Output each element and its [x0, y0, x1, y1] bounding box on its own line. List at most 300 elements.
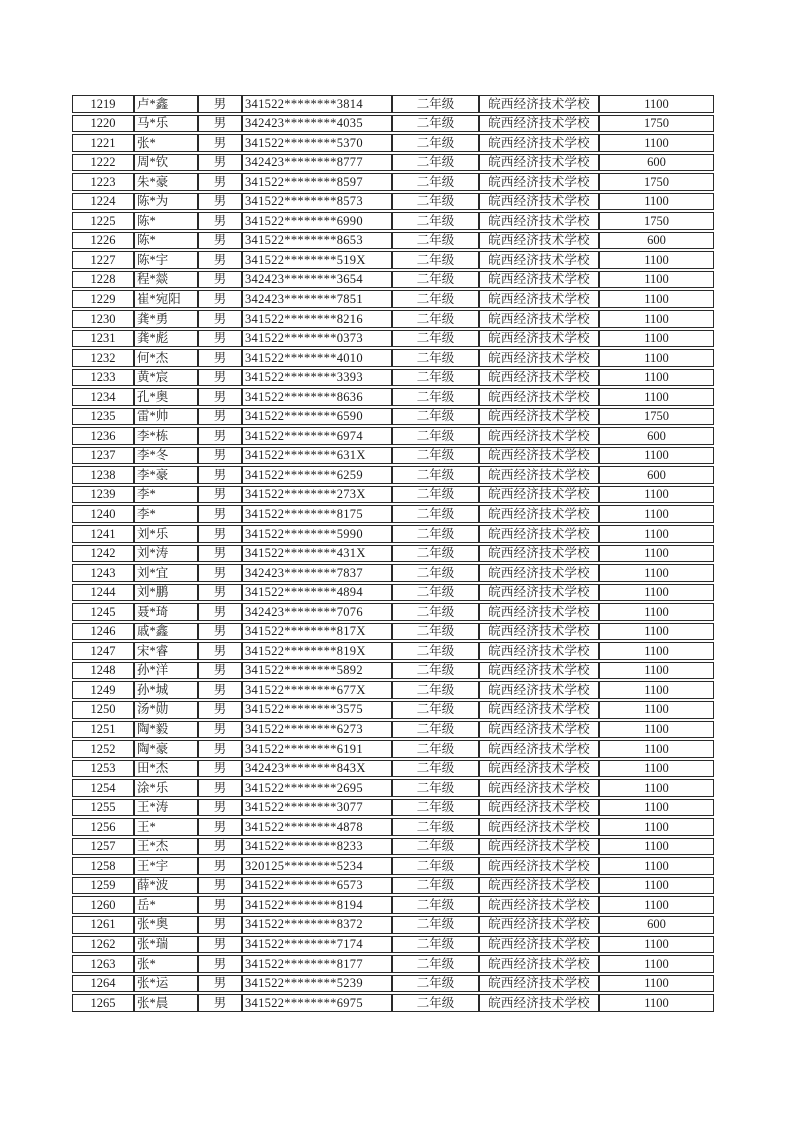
cell-student-name: 张* — [134, 955, 198, 973]
cell-school: 皖西经济技术学校 — [479, 388, 599, 406]
cell-serial-number: 1244 — [72, 584, 134, 602]
cell-student-name: 孙*洋 — [134, 662, 198, 680]
table-row — [72, 251, 714, 269]
table-row — [72, 486, 714, 504]
cell-student-name: 朱*豪 — [134, 173, 198, 191]
cell-student-name: 汤*勋 — [134, 701, 198, 719]
cell-id-number: 341522********431X — [242, 545, 392, 563]
cell-grade: 二年级 — [392, 623, 479, 641]
table-row — [72, 936, 714, 954]
cell-serial-number: 1258 — [72, 857, 134, 875]
cell-grade: 二年级 — [392, 154, 479, 172]
cell-gender: 男 — [198, 349, 242, 367]
cell-grade: 二年级 — [392, 349, 479, 367]
cell-id-number: 341522********8597 — [242, 173, 392, 191]
cell-id-number: 341522********5239 — [242, 975, 392, 993]
cell-id-number: 341522********819X — [242, 642, 392, 660]
cell-student-name: 黄*宸 — [134, 369, 198, 387]
cell-student-name: 张*奥 — [134, 916, 198, 934]
cell-grade: 二年级 — [392, 505, 479, 523]
cell-grade: 二年级 — [392, 310, 479, 328]
cell-student-name: 薛*波 — [134, 877, 198, 895]
cell-school: 皖西经济技术学校 — [479, 232, 599, 250]
cell-student-name: 卢*鑫 — [134, 95, 198, 113]
cell-student-name: 涂*乐 — [134, 779, 198, 797]
cell-student-name: 王*涛 — [134, 799, 198, 817]
cell-amount: 1100 — [599, 584, 714, 602]
table-row — [72, 349, 714, 367]
cell-student-name: 王*宇 — [134, 857, 198, 875]
cell-student-name: 宋*睿 — [134, 642, 198, 660]
cell-id-number: 341522********6974 — [242, 427, 392, 445]
cell-id-number: 341522********8216 — [242, 310, 392, 328]
cell-amount: 1100 — [599, 721, 714, 739]
cell-id-number: 341522********3575 — [242, 701, 392, 719]
cell-amount: 600 — [599, 466, 714, 484]
cell-student-name: 李* — [134, 505, 198, 523]
cell-student-name: 孔*奥 — [134, 388, 198, 406]
cell-amount: 1100 — [599, 936, 714, 954]
cell-school: 皖西经济技术学校 — [479, 994, 599, 1012]
cell-amount: 1100 — [599, 642, 714, 660]
table-row — [72, 838, 714, 856]
cell-school: 皖西经济技术学校 — [479, 173, 599, 191]
cell-id-number: 341522********4878 — [242, 818, 392, 836]
cell-serial-number: 1242 — [72, 545, 134, 563]
table-row — [72, 916, 714, 934]
cell-id-number: 341522********0373 — [242, 330, 392, 348]
cell-student-name: 陶*毅 — [134, 721, 198, 739]
cell-school: 皖西经济技术学校 — [479, 95, 599, 113]
cell-school: 皖西经济技术学校 — [479, 818, 599, 836]
cell-gender: 男 — [198, 427, 242, 445]
cell-grade: 二年级 — [392, 388, 479, 406]
cell-gender: 男 — [198, 975, 242, 993]
cell-school: 皖西经济技术学校 — [479, 427, 599, 445]
cell-student-name: 刘*鹏 — [134, 584, 198, 602]
cell-gender: 男 — [198, 916, 242, 934]
cell-grade: 二年级 — [392, 994, 479, 1012]
cell-student-name: 周*钦 — [134, 154, 198, 172]
cell-school: 皖西经济技术学校 — [479, 916, 599, 934]
cell-gender: 男 — [198, 232, 242, 250]
cell-grade: 二年级 — [392, 975, 479, 993]
table-row — [72, 466, 714, 484]
cell-id-number: 341522********677X — [242, 681, 392, 699]
cell-id-number: 341522********3814 — [242, 95, 392, 113]
cell-amount: 1100 — [599, 896, 714, 914]
cell-grade: 二年级 — [392, 134, 479, 152]
cell-gender: 男 — [198, 701, 242, 719]
cell-amount: 1100 — [599, 564, 714, 582]
cell-gender: 男 — [198, 290, 242, 308]
cell-serial-number: 1259 — [72, 877, 134, 895]
cell-serial-number: 1226 — [72, 232, 134, 250]
cell-id-number: 342423********7837 — [242, 564, 392, 582]
cell-school: 皖西经济技术学校 — [479, 525, 599, 543]
cell-amount: 600 — [599, 427, 714, 445]
cell-gender: 男 — [198, 838, 242, 856]
cell-id-number: 341522********5892 — [242, 662, 392, 680]
cell-student-name: 岳* — [134, 896, 198, 914]
cell-serial-number: 1254 — [72, 779, 134, 797]
cell-school: 皖西经济技术学校 — [479, 466, 599, 484]
cell-serial-number: 1231 — [72, 330, 134, 348]
cell-grade: 二年级 — [392, 466, 479, 484]
cell-serial-number: 1224 — [72, 193, 134, 211]
cell-school: 皖西经济技术学校 — [479, 838, 599, 856]
cell-grade: 二年级 — [392, 408, 479, 426]
cell-grade: 二年级 — [392, 896, 479, 914]
cell-amount: 1100 — [599, 193, 714, 211]
cell-school: 皖西经济技术学校 — [479, 760, 599, 778]
cell-gender: 男 — [198, 564, 242, 582]
table-row — [72, 310, 714, 328]
cell-school: 皖西经济技术学校 — [479, 212, 599, 230]
cell-school: 皖西经济技术学校 — [479, 310, 599, 328]
cell-student-name: 龚*彪 — [134, 330, 198, 348]
cell-grade: 二年级 — [392, 662, 479, 680]
cell-school: 皖西经济技术学校 — [479, 251, 599, 269]
cell-serial-number: 1255 — [72, 799, 134, 817]
cell-gender: 男 — [198, 95, 242, 113]
table-row — [72, 681, 714, 699]
cell-serial-number: 1260 — [72, 896, 134, 914]
cell-id-number: 342423********7076 — [242, 603, 392, 621]
cell-id-number: 341522********631X — [242, 447, 392, 465]
cell-serial-number: 1265 — [72, 994, 134, 1012]
cell-serial-number: 1235 — [72, 408, 134, 426]
cell-id-number: 341522********4894 — [242, 584, 392, 602]
cell-grade: 二年级 — [392, 681, 479, 699]
cell-id-number: 342423********843X — [242, 760, 392, 778]
cell-gender: 男 — [198, 154, 242, 172]
cell-school: 皖西经济技术学校 — [479, 369, 599, 387]
cell-id-number: 341522********8175 — [242, 505, 392, 523]
cell-id-number: 341522********3077 — [242, 799, 392, 817]
cell-grade: 二年级 — [392, 857, 479, 875]
cell-grade: 二年级 — [392, 877, 479, 895]
cell-id-number: 342423********4035 — [242, 115, 392, 133]
cell-amount: 1100 — [599, 740, 714, 758]
cell-gender: 男 — [198, 134, 242, 152]
table-row — [72, 740, 714, 758]
cell-gender: 男 — [198, 799, 242, 817]
cell-serial-number: 1261 — [72, 916, 134, 934]
cell-amount: 600 — [599, 154, 714, 172]
table-row — [72, 799, 714, 817]
cell-school: 皖西经济技术学校 — [479, 799, 599, 817]
cell-school: 皖西经济技术学校 — [479, 505, 599, 523]
cell-amount: 1100 — [599, 525, 714, 543]
cell-id-number: 341522********2695 — [242, 779, 392, 797]
cell-gender: 男 — [198, 271, 242, 289]
cell-amount: 1100 — [599, 349, 714, 367]
cell-grade: 二年级 — [392, 838, 479, 856]
table-row — [72, 330, 714, 348]
cell-grade: 二年级 — [392, 486, 479, 504]
cell-gender: 男 — [198, 681, 242, 699]
cell-serial-number: 1233 — [72, 369, 134, 387]
cell-id-number: 342423********3654 — [242, 271, 392, 289]
cell-serial-number: 1250 — [72, 701, 134, 719]
cell-amount: 1100 — [599, 701, 714, 719]
roster-body — [72, 95, 714, 1012]
cell-serial-number: 1220 — [72, 115, 134, 133]
cell-student-name: 张*运 — [134, 975, 198, 993]
cell-school: 皖西经济技术学校 — [479, 936, 599, 954]
cell-serial-number: 1236 — [72, 427, 134, 445]
cell-student-name: 陶*豪 — [134, 740, 198, 758]
cell-id-number: 341522********5370 — [242, 134, 392, 152]
cell-amount: 1750 — [599, 408, 714, 426]
cell-gender: 男 — [198, 603, 242, 621]
cell-serial-number: 1240 — [72, 505, 134, 523]
cell-serial-number: 1246 — [72, 623, 134, 641]
table-row — [72, 662, 714, 680]
cell-school: 皖西经济技术学校 — [479, 779, 599, 797]
cell-grade: 二年级 — [392, 447, 479, 465]
cell-student-name: 张* — [134, 134, 198, 152]
cell-student-name: 刘*乐 — [134, 525, 198, 543]
cell-id-number: 341522********6590 — [242, 408, 392, 426]
cell-serial-number: 1222 — [72, 154, 134, 172]
table-row — [72, 701, 714, 719]
cell-grade: 二年级 — [392, 721, 479, 739]
cell-school: 皖西经济技术学校 — [479, 330, 599, 348]
cell-id-number: 341522********8653 — [242, 232, 392, 250]
table-row — [72, 623, 714, 641]
cell-student-name: 陈*为 — [134, 193, 198, 211]
cell-student-name: 戚*鑫 — [134, 623, 198, 641]
cell-student-name: 张*晨 — [134, 994, 198, 1012]
table-row — [72, 564, 714, 582]
table-row — [72, 857, 714, 875]
cell-id-number: 341522********6191 — [242, 740, 392, 758]
cell-school: 皖西经济技术学校 — [479, 115, 599, 133]
cell-amount: 1100 — [599, 388, 714, 406]
cell-amount: 1100 — [599, 857, 714, 875]
cell-gender: 男 — [198, 857, 242, 875]
cell-school: 皖西经济技术学校 — [479, 603, 599, 621]
cell-gender: 男 — [198, 115, 242, 133]
cell-gender: 男 — [198, 212, 242, 230]
table-row — [72, 955, 714, 973]
cell-school: 皖西经济技术学校 — [479, 408, 599, 426]
cell-amount: 1100 — [599, 662, 714, 680]
table-row — [72, 975, 714, 993]
cell-serial-number: 1257 — [72, 838, 134, 856]
cell-grade: 二年级 — [392, 545, 479, 563]
table-row — [72, 232, 714, 250]
cell-amount: 1100 — [599, 271, 714, 289]
cell-student-name: 马*乐 — [134, 115, 198, 133]
table-row — [72, 154, 714, 172]
cell-grade: 二年级 — [392, 173, 479, 191]
table-row — [72, 994, 714, 1012]
cell-school: 皖西经济技术学校 — [479, 701, 599, 719]
cell-serial-number: 1230 — [72, 310, 134, 328]
table-row — [72, 271, 714, 289]
cell-serial-number: 1229 — [72, 290, 134, 308]
cell-gender: 男 — [198, 466, 242, 484]
student-roster-table — [72, 93, 714, 1014]
cell-student-name: 李*冬 — [134, 447, 198, 465]
cell-school: 皖西经济技术学校 — [479, 193, 599, 211]
cell-student-name: 田*杰 — [134, 760, 198, 778]
cell-amount: 1100 — [599, 310, 714, 328]
table-row — [72, 408, 714, 426]
cell-grade: 二年级 — [392, 95, 479, 113]
cell-id-number: 341522********3393 — [242, 369, 392, 387]
table-row — [72, 505, 714, 523]
table-row — [72, 447, 714, 465]
cell-amount: 1100 — [599, 447, 714, 465]
cell-school: 皖西经济技术学校 — [479, 545, 599, 563]
cell-serial-number: 1249 — [72, 681, 134, 699]
cell-grade: 二年级 — [392, 760, 479, 778]
cell-id-number: 341522********4010 — [242, 349, 392, 367]
cell-id-number: 341522********8372 — [242, 916, 392, 934]
cell-id-number: 341522********6573 — [242, 877, 392, 895]
table-row — [72, 212, 714, 230]
cell-id-number: 342423********8777 — [242, 154, 392, 172]
cell-grade: 二年级 — [392, 936, 479, 954]
table-row — [72, 896, 714, 914]
cell-school: 皖西经济技术学校 — [479, 154, 599, 172]
cell-amount: 1100 — [599, 955, 714, 973]
cell-serial-number: 1256 — [72, 818, 134, 836]
cell-school: 皖西经济技术学校 — [479, 877, 599, 895]
table-row — [72, 369, 714, 387]
cell-id-number: 341522********8636 — [242, 388, 392, 406]
cell-amount: 1750 — [599, 173, 714, 191]
cell-gender: 男 — [198, 486, 242, 504]
cell-id-number: 341522********6273 — [242, 721, 392, 739]
cell-id-number: 341522********5990 — [242, 525, 392, 543]
cell-serial-number: 1253 — [72, 760, 134, 778]
table-row — [72, 818, 714, 836]
cell-grade: 二年级 — [392, 642, 479, 660]
cell-amount: 600 — [599, 916, 714, 934]
cell-serial-number: 1262 — [72, 936, 134, 954]
cell-school: 皖西经济技术学校 — [479, 681, 599, 699]
table-row — [72, 115, 714, 133]
cell-amount: 1100 — [599, 838, 714, 856]
cell-serial-number: 1245 — [72, 603, 134, 621]
cell-gender: 男 — [198, 760, 242, 778]
cell-school: 皖西经济技术学校 — [479, 564, 599, 582]
cell-gender: 男 — [198, 642, 242, 660]
cell-amount: 1100 — [599, 251, 714, 269]
cell-school: 皖西经济技术学校 — [479, 584, 599, 602]
cell-gender: 男 — [198, 936, 242, 954]
cell-gender: 男 — [198, 584, 242, 602]
cell-amount: 1100 — [599, 681, 714, 699]
cell-gender: 男 — [198, 193, 242, 211]
cell-grade: 二年级 — [392, 916, 479, 934]
cell-id-number: 341522********6990 — [242, 212, 392, 230]
cell-id-number: 341522********8194 — [242, 896, 392, 914]
cell-student-name: 雷*帅 — [134, 408, 198, 426]
cell-amount: 1100 — [599, 330, 714, 348]
cell-gender: 男 — [198, 955, 242, 973]
cell-grade: 二年级 — [392, 115, 479, 133]
cell-gender: 男 — [198, 721, 242, 739]
cell-gender: 男 — [198, 545, 242, 563]
cell-gender: 男 — [198, 662, 242, 680]
table-row — [72, 193, 714, 211]
cell-gender: 男 — [198, 173, 242, 191]
cell-student-name: 王*杰 — [134, 838, 198, 856]
cell-grade: 二年级 — [392, 427, 479, 445]
cell-school: 皖西经济技术学校 — [479, 134, 599, 152]
table-row — [72, 584, 714, 602]
cell-serial-number: 1263 — [72, 955, 134, 973]
cell-amount: 1100 — [599, 877, 714, 895]
table-row — [72, 545, 714, 563]
cell-grade: 二年级 — [392, 271, 479, 289]
cell-school: 皖西经济技术学校 — [479, 290, 599, 308]
cell-grade: 二年级 — [392, 232, 479, 250]
table-row — [72, 642, 714, 660]
cell-grade: 二年级 — [392, 779, 479, 797]
cell-student-name: 李* — [134, 486, 198, 504]
cell-id-number: 341522********8573 — [242, 193, 392, 211]
cell-student-name: 聂*琦 — [134, 603, 198, 621]
cell-id-number: 320125********5234 — [242, 857, 392, 875]
cell-student-name: 李*豪 — [134, 466, 198, 484]
cell-school: 皖西经济技术学校 — [479, 486, 599, 504]
cell-student-name: 陈*宇 — [134, 251, 198, 269]
cell-gender: 男 — [198, 447, 242, 465]
cell-grade: 二年级 — [392, 740, 479, 758]
cell-amount: 1100 — [599, 486, 714, 504]
cell-student-name: 程*燚 — [134, 271, 198, 289]
table-row — [72, 877, 714, 895]
cell-grade: 二年级 — [392, 564, 479, 582]
table-row — [72, 427, 714, 445]
cell-gender: 男 — [198, 408, 242, 426]
cell-amount: 1100 — [599, 603, 714, 621]
cell-amount: 1100 — [599, 994, 714, 1012]
cell-serial-number: 1228 — [72, 271, 134, 289]
cell-amount: 1100 — [599, 134, 714, 152]
cell-grade: 二年级 — [392, 603, 479, 621]
cell-school: 皖西经济技术学校 — [479, 896, 599, 914]
cell-id-number: 341522********6259 — [242, 466, 392, 484]
cell-grade: 二年级 — [392, 818, 479, 836]
cell-student-name: 陈* — [134, 212, 198, 230]
cell-gender: 男 — [198, 525, 242, 543]
cell-serial-number: 1223 — [72, 173, 134, 191]
cell-amount: 1100 — [599, 95, 714, 113]
cell-gender: 男 — [198, 740, 242, 758]
cell-serial-number: 1252 — [72, 740, 134, 758]
cell-gender: 男 — [198, 505, 242, 523]
cell-amount: 1100 — [599, 760, 714, 778]
cell-school: 皖西经济技术学校 — [479, 447, 599, 465]
cell-amount: 1100 — [599, 799, 714, 817]
cell-amount: 600 — [599, 232, 714, 250]
cell-student-name: 刘*涛 — [134, 545, 198, 563]
cell-grade: 二年级 — [392, 525, 479, 543]
cell-serial-number: 1225 — [72, 212, 134, 230]
cell-student-name: 刘*宜 — [134, 564, 198, 582]
table-row — [72, 779, 714, 797]
cell-serial-number: 1248 — [72, 662, 134, 680]
cell-amount: 1750 — [599, 115, 714, 133]
